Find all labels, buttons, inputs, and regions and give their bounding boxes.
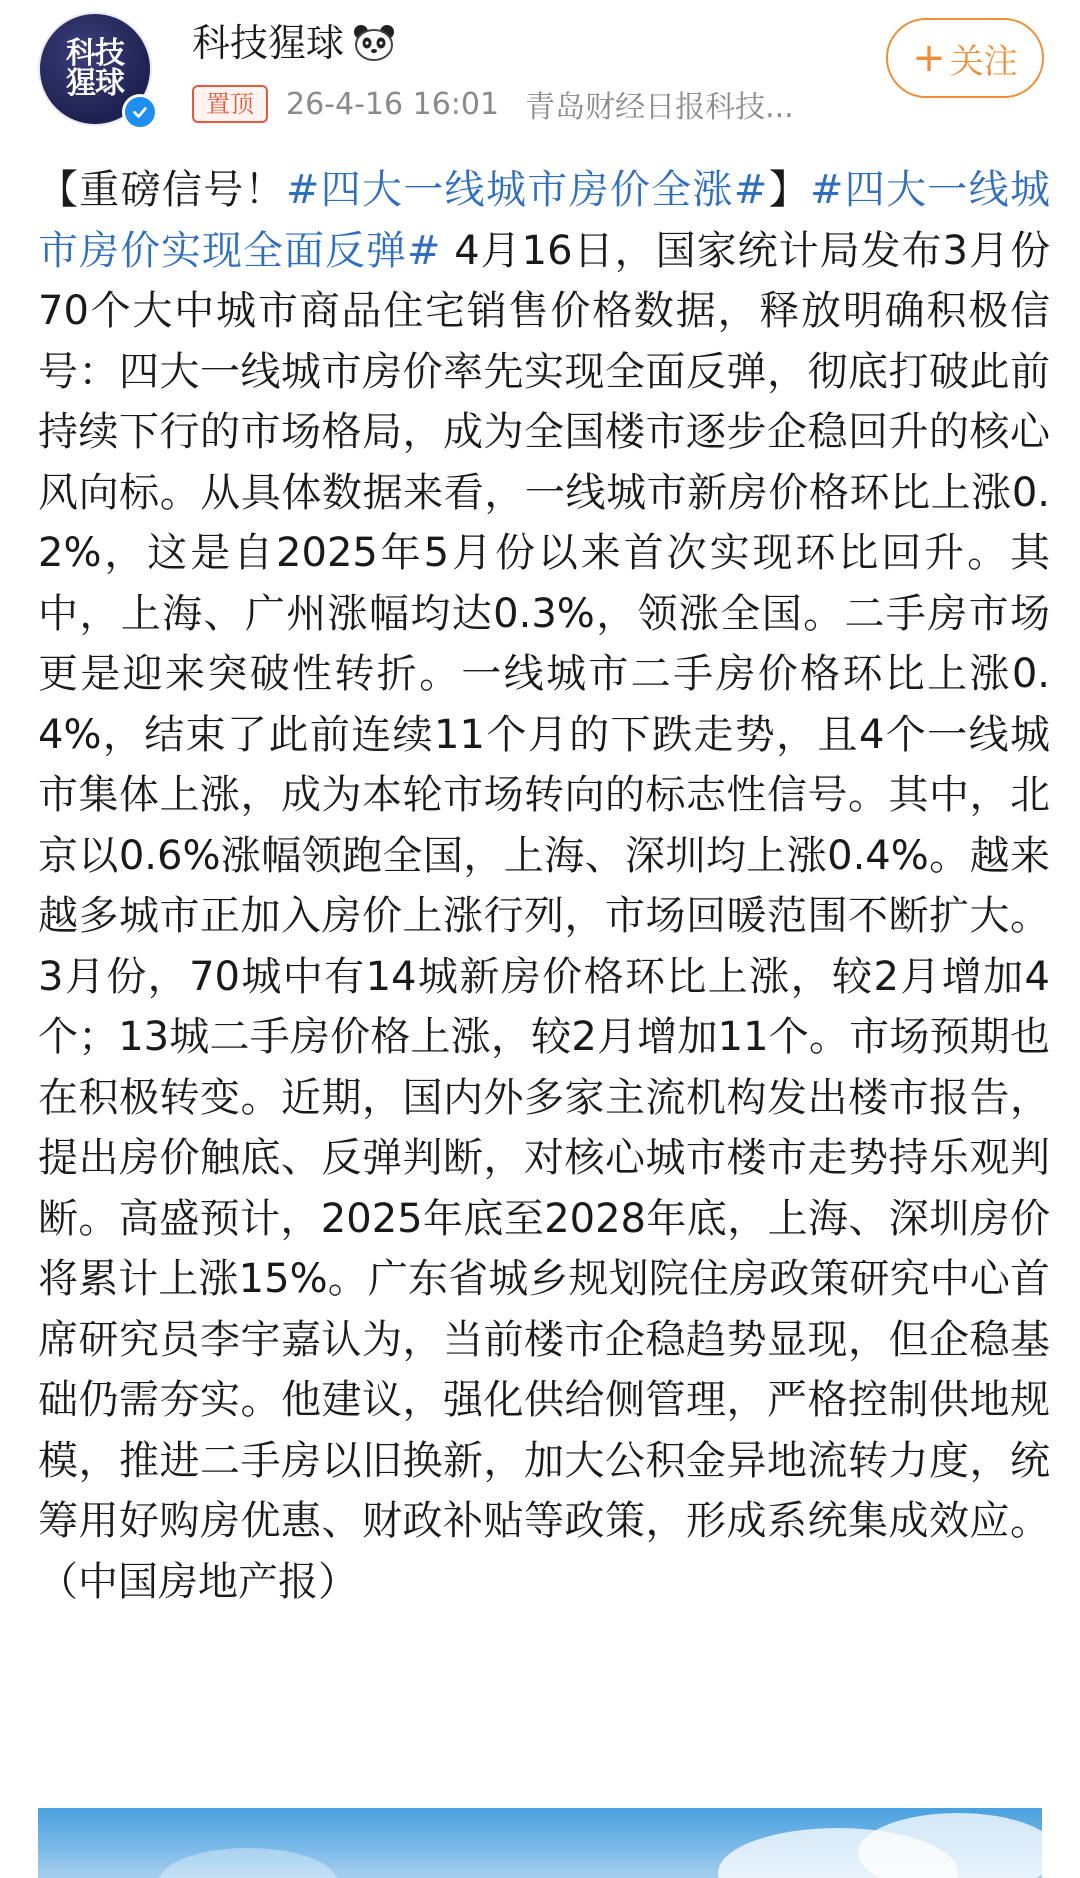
cloud-decoration [858, 1813, 1042, 1878]
post-body-text: 4月16日，国家统计局发布3月份70个大中城市商品住宅销售价格数据，释放明确积极信号：四大一线城市房价率先实现全面反弹，彻底打破此前持续下行的市场格局，成为全国楼市逐步企稳回升的核心风向标。从具体数据来看，一线城市新房价格环比上涨0.2%，这是自2025年5月份以来首次实现环比回升。其中，上海、广州涨幅均达0.3%，领涨全国。二手房市场更是迎来突破性转折。一线城市二手房价格环比上涨0.4%，结束了此前连续11个月的下跌走势，且4个一线城市集体上涨，成为本轮市场转向的标志性信号。其中，北京以0.6%涨幅领跑全国，上海、深圳均上涨0.4%。越来越多城市正加入房价上涨行列，市场回暖范围不断扩大。3月份，70城中有14城新房价格环比上涨，较2月增加4个；13城二手房价格上涨，较2月增加11个。市场预期也在积极转变。近期，国内外多家主流机构发出楼市报告，提出房价触底、反弹判断，对核心城市楼市走势持乐观判断。高盛预计，2025年底至2028年底，上海、深圳房价将累计上涨15%。广东省城乡规划院住房政策研究中心首席研究员李宇嘉认为，当前楼市企稳趋势显现，但企稳基础仍需夯实。他建议，强化供给侧管理，严格控制供地规模，推进二手房以旧换新，加大公积金异地流转力度，统筹用好购房优惠、财政补贴等政策，形成系统集成效应。（中国房地产报） [38, 227, 1051, 1605]
avatar-text: 科技猩球 [66, 36, 124, 101]
topic-link-1[interactable]: #四大一线城市房价全涨# [285, 167, 768, 213]
topic-link-2[interactable]: #四大一线城市房价实现全面反弹# [38, 167, 1051, 274]
post-image[interactable] [38, 1808, 1042, 1878]
cloud-decoration [158, 1848, 338, 1878]
follow-button[interactable] [886, 18, 1044, 98]
post-text [38, 160, 1050, 1612]
author-name[interactable]: 科技猩球 [192, 21, 345, 65]
post-source[interactable]: 青岛财经日报科技... [525, 90, 794, 125]
verified-check-icon [122, 94, 158, 130]
headline-close: 】 [767, 167, 810, 213]
headline-open: 【重磅信号！ [38, 167, 286, 213]
post-timestamp: 26-4-16 16:01 [286, 86, 500, 122]
author-avatar[interactable] [38, 12, 158, 132]
panda-icon [352, 24, 396, 62]
author-name-row [192, 18, 396, 68]
plus-icon: + [912, 35, 946, 81]
follow-label: 关注 [949, 41, 1018, 82]
pinned-badge: 置顶 [192, 85, 268, 123]
post-header [0, 0, 1080, 150]
post-meta [192, 82, 794, 126]
